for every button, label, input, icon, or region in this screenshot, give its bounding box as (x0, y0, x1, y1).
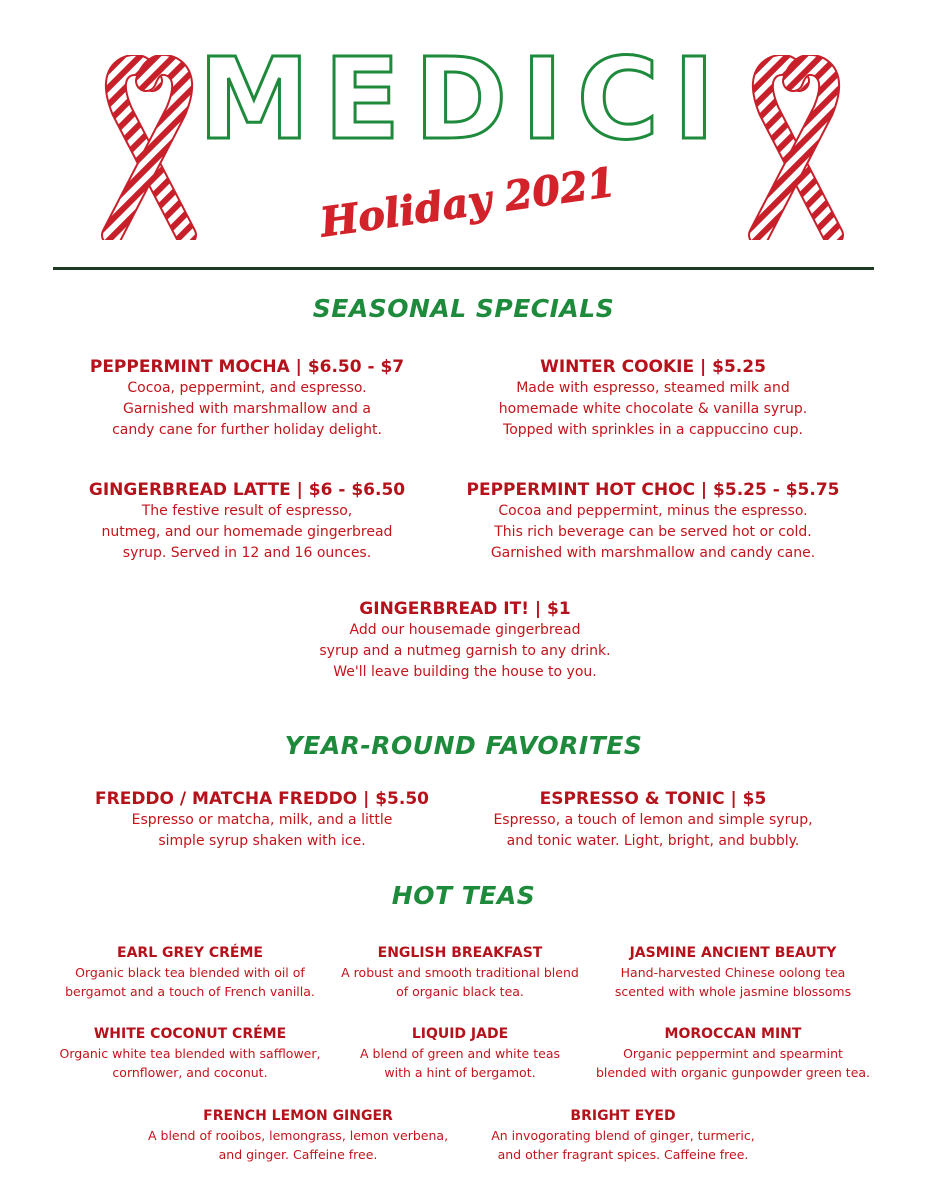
year-round-favorites-heading: YEAR-ROUND FAVORITES (284, 731, 643, 760)
tea-french-lemon-ginger (148, 1107, 448, 1164)
item-title: GINGERBREAD IT! | $1 (359, 599, 571, 619)
item-title: ESPRESSO & TONIC | $5 (539, 789, 767, 809)
item-description: Add our housemade gingerbread syrup and a nutmeg garnish to any drink. We'll leave building the house to you. (319, 622, 611, 680)
item-title: WINTER COOKIE | $5.25 (540, 357, 766, 377)
seasonal-specials-heading: SEASONAL SPECIALS (312, 294, 615, 323)
item-title: GINGERBREAD LATTE | $6 - $6.50 (88, 480, 406, 500)
tea-title: WHITE COCONUT CRÉME (93, 1026, 287, 1042)
tea-title: MOROCCAN MINT (664, 1026, 802, 1042)
tea-description: Organic peppermint and spearmint blended with organic gunpowder green tea. (595, 1046, 871, 1080)
tea-title: FRENCH LEMON GINGER (203, 1108, 393, 1124)
item-description: Espresso, a touch of lemon and simple syrup, and tonic water. Light, bright, and bubbly. (493, 812, 813, 849)
item-description: The festive result of espresso, nutmeg, and our homemade gingerbread syrup. Served in 12 and 16 ounces. (101, 503, 393, 561)
tea-earl-grey-creme (40, 944, 340, 1001)
tea-description: Organic white tea blended with safflower, cornflower, and coconut. (59, 1046, 321, 1080)
tea-liquid-jade (310, 1025, 610, 1082)
tea-title: EARL GREY CRÉME (117, 945, 263, 961)
item-title: PEPPERMINT HOT CHOC | $5.25 - $5.75 (466, 480, 840, 500)
item-description: Cocoa, peppermint, and espresso. Garnished with marshmallow and a candy cane for further holiday delight. (112, 380, 382, 438)
menu-item-freddo (62, 788, 462, 852)
item-description: Made with espresso, steamed milk and homemade white chocolate & vanilla syrup. Topped with sprinkles in a cappuccino cup. (498, 380, 808, 438)
candy-cane-right-icon (733, 55, 859, 240)
menu-item-peppermint-mocha (62, 356, 432, 441)
item-description: Cocoa and peppermint, minus the espresso. This rich beverage can be served hot or cold. Garnished with marshmallow and candy cane. (490, 503, 816, 561)
tea-bright-eyed (473, 1107, 773, 1164)
menu-item-winter-cookie (448, 356, 858, 441)
item-title: FREDDO / MATCHA FREDDO | $5.50 (95, 789, 429, 809)
tea-white-coconut-creme (40, 1025, 340, 1082)
tea-title: LIQUID JADE (411, 1026, 509, 1042)
item-description: Espresso or matcha, milk, and a little simple syrup shaken with ice. (131, 812, 393, 849)
tea-title: JASMINE ANCIENT BEAUTY (629, 945, 837, 961)
menu-item-peppermint-hot-choc (448, 479, 858, 564)
tea-english-breakfast (310, 944, 610, 1001)
tea-jasmine-ancient-beauty (583, 944, 883, 1001)
tea-title: BRIGHT EYED (570, 1108, 676, 1124)
hot-teas-heading: HOT TEAS (391, 881, 536, 910)
tea-description: An invogorating blend of ginger, turmeric, and other fragrant spices. Caffeine free. (491, 1128, 755, 1162)
tea-description: A blend of green and white teas with a hint of bergamot. (360, 1046, 560, 1080)
brand-logo: MEDICI (198, 35, 729, 165)
holiday-subtitle: Holiday 2021 (317, 158, 619, 247)
menu-item-espresso-tonic (448, 788, 858, 852)
menu-item-gingerbread-latte (62, 479, 432, 564)
tea-description: Organic black tea blended with oil of bergamot and a touch of French vanilla. (65, 965, 315, 999)
tea-moroccan-mint (583, 1025, 883, 1082)
tea-description: Hand-harvested Chinese oolong tea scented with whole jasmine blossoms (614, 965, 852, 999)
tea-description: A robust and smooth traditional blend of organic black tea. (341, 965, 579, 999)
menu-item-gingerbread-it (255, 598, 675, 683)
tea-description: A blend of rooibos, lemongrass, lemon verbena, and ginger. Caffeine free. (148, 1128, 449, 1162)
item-title: PEPPERMINT MOCHA | $6.50 - $7 (89, 357, 405, 377)
header-divider (53, 267, 874, 270)
tea-title: ENGLISH BREAKFAST (377, 945, 543, 961)
